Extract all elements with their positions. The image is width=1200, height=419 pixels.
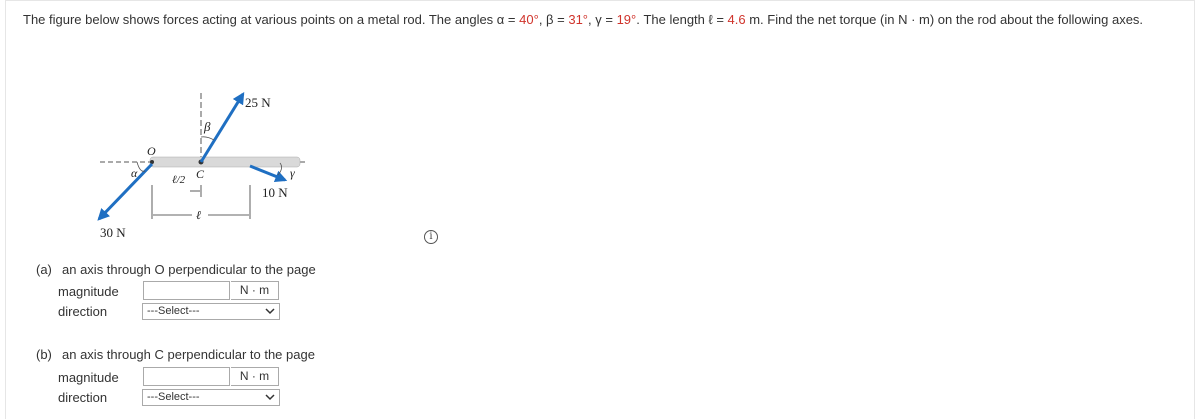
part-a-direction-label: direction (58, 304, 108, 319)
metal-rod (150, 157, 300, 167)
part-a-magnitude-label: magnitude (58, 284, 119, 299)
part-a-unit: N · m (231, 281, 279, 300)
chevron-down-icon (265, 306, 275, 316)
label-C: C (196, 167, 205, 181)
part-a-direction-select[interactable]: ---Select--- (142, 303, 280, 320)
part-a-prompt: (a) an axis through O perpendicular to the page (36, 262, 316, 277)
rod-force-diagram (90, 85, 320, 245)
alpha-value: 40° (519, 12, 539, 27)
label-alpha: α (131, 166, 138, 180)
label-gamma: γ (290, 166, 295, 180)
label-30N: 30 N (100, 225, 126, 240)
label-half-length: ℓ/2 (172, 174, 186, 186)
part-b-direction-select[interactable]: ---Select--- (142, 389, 280, 406)
chevron-down-icon (265, 392, 275, 402)
force-30N-arrow (99, 164, 152, 219)
angle-beta-arc (201, 137, 214, 140)
info-icon[interactable]: i (424, 230, 438, 244)
gamma-value: 19° (616, 12, 637, 27)
label-beta: β (204, 119, 211, 134)
beta-value: 31° (568, 12, 589, 27)
part-b-magnitude-label: magnitude (58, 370, 119, 385)
angle-alpha-arc (137, 162, 145, 171)
part-a-magnitude-input[interactable] (143, 281, 230, 300)
part-b-prompt: (b) an axis through C perpendicular to the page (36, 347, 315, 362)
part-b-magnitude-input[interactable] (143, 367, 230, 386)
label-O: O (147, 144, 156, 158)
length-value: 4.6 (727, 12, 746, 27)
part-b-direction-label: direction (58, 390, 108, 405)
label-25N: 25 N (245, 95, 271, 110)
problem-statement: The figure below shows forces acting at various points on a metal rod. The angles α = 40°, β = 31°, γ = 19°. The length ℓ = 4.6 m. Find the net torque (in N · m) on the rod about the following axes. (23, 12, 1144, 27)
label-length: ℓ (196, 208, 201, 222)
label-10N: 10 N (262, 185, 288, 200)
part-b-unit: N · m (231, 367, 279, 386)
